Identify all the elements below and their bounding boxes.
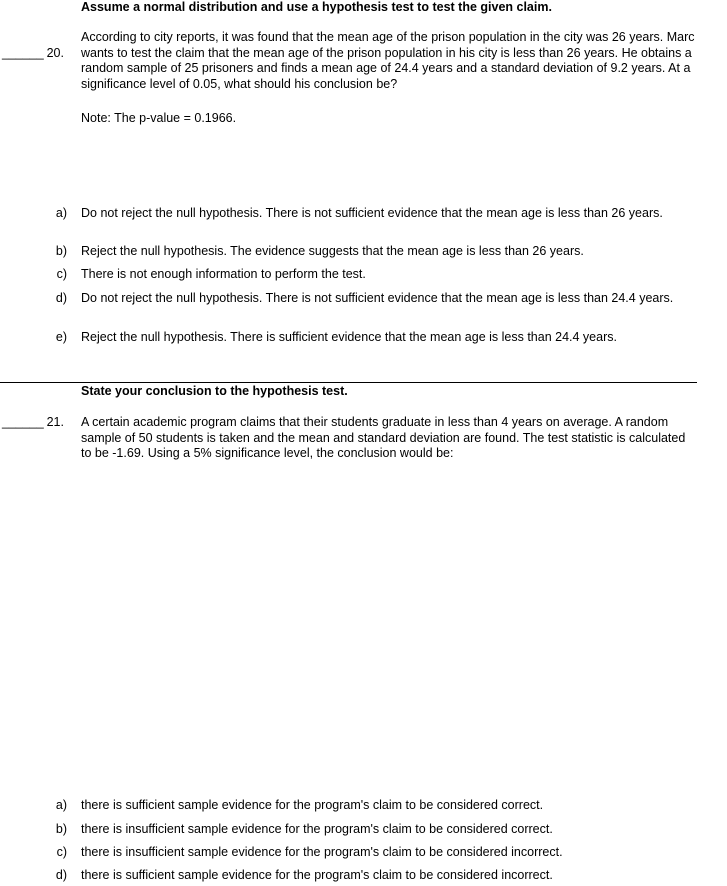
question-21-option-b-letter: b) [55,822,67,836]
question-21-option-d-letter: d) [55,868,67,882]
question-20-option-e-letter: e) [55,330,67,344]
question-20-option-e[interactable]: Reject the null hypothesis. There is sufficient evidence that the mean age is less than 24.4 years. [81,330,617,344]
question-21-number: 21. [46,415,64,429]
question-20-number: 20. [46,46,64,60]
question-21-option-a[interactable]: there is sufficient sample evidence for the program's claim to be considered correct. [81,798,544,812]
question-20-option-c[interactable]: There is not enough information to perform the test. [81,267,366,281]
question-20-option-d[interactable]: Do not reject the null hypothesis. There is not sufficient evidence that the mean age is less than 24.4 years. [81,291,674,305]
section-divider [0,382,697,383]
question-20-heading: Assume a normal distribution and use a hypothesis test to test the given claim. [81,0,552,14]
question-21-answer-blank[interactable]: ______ [2,415,44,429]
question-21-heading: State your conclusion to the hypothesis test. [81,384,348,398]
question-20-answer-blank[interactable]: ______ [2,46,44,60]
question-20-text: According to city reports, it was found that the mean age of the prison population in the city was 26 years. Marc wants to test the claim that the mean age of the prison population in his city is less than 26 years. He obtains a random sample of 25 prisoners and finds a mean age of 24.4 years and a standard deviation of 9.2 years. At a significance level of 0.05, what should his conclusion be? [81,30,695,91]
question-20-option-d-letter: d) [55,291,67,305]
question-21-option-c-letter: c) [56,845,67,859]
question-20-option-c-letter: c) [56,267,67,281]
question-21-text: A certain academic program claims that their students graduate in less than 4 years on average. A random sample of 50 students is taken and the mean and standard deviation are found. The test statistic is calculated to be -1.69. Using a 5% significance level, the conclusion would be: [81,415,686,460]
question-21-option-a-letter: a) [55,798,67,812]
question-21-option-c[interactable]: there is insufficient sample evidence for the program's claim to be considered incorrect. [81,845,563,859]
question-20-option-b[interactable]: Reject the null hypothesis. The evidence suggests that the mean age is less than 26 years. [81,244,584,258]
question-21-option-b[interactable]: there is insufficient sample evidence for the program's claim to be considered correct. [81,822,553,836]
question-20-option-a[interactable]: Do not reject the null hypothesis. There is not sufficient evidence that the mean age is less than 26 years. [81,206,663,220]
question-20-note: Note: The p-value = 0.1966. [81,111,237,125]
question-21-option-d[interactable]: there is sufficient sample evidence for the program's claim to be considered incorrect. [81,868,553,882]
question-20-option-b-letter: b) [55,244,67,258]
question-20-option-a-letter: a) [55,206,67,220]
